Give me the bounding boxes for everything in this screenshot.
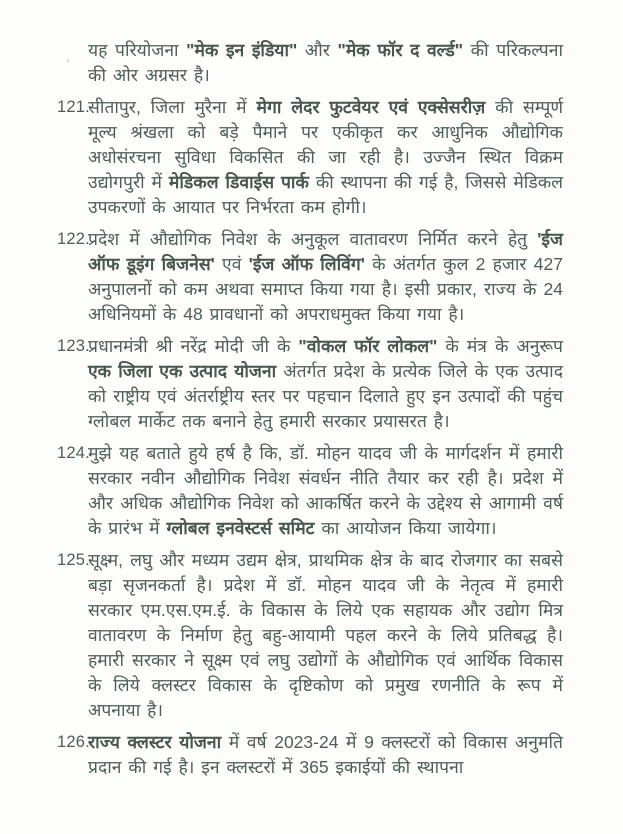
text-segment: के अंतर्गत कुल 2 हजार 427 अनुपालनों को कम अथवा समाप्त किया गया है। इसी प्रकार, राज्य के 24 अधिनियमों के 48 प्रावधानों को अपराधमुक्त किया गया है। — [88, 254, 563, 324]
paragraph-number: 121. — [57, 98, 90, 116]
bold-text-segment: मेडिकल डिवाईस पार्क — [168, 172, 309, 192]
paragraph-text — [88, 95, 563, 220]
text-segment: का आयोजन किया जायेगा। — [314, 518, 497, 538]
paragraph-text — [88, 38, 563, 88]
text-segment: की सम्पूर्ण मूल्य श्रंखला को बड़े पैमाने पर एकीकृत कर आधुनिक औद्योगिक अधोसंरचना सुविधा विकसित की जा रही है। उज्जैन स्थित विक्रम उद्योगपुरी में — [88, 97, 563, 192]
paragraph — [57, 730, 563, 780]
text-segment: के मंत्र के अनुरूप — [437, 336, 563, 356]
text-segment: यह परियोजना — [88, 40, 187, 60]
text-segment: सूक्ष्म, लघु और मध्यम उद्यम क्षेत्र, प्राथमिक क्षेत्र के बाद रोजगार का सबसे बड़ा सृजनकर्ता है। प्रदेश में डॉ. मोहन यादव जी के नेतृत्व में हमारी सरकार एम.एस.एम.ई. के विकास के लिये एक सहायक और उद्योग मित्र वातावरण के निर्माण हेतु बहु-आयामी पहल करने के लिये प्रतिबद्ध है। हमारी सरकार ने सूक्ष्म एवं लघु उद्योगों के औद्योगिक एवं आर्थिक विकास के लिये क्लस्टर विकास के दृष्टिकोण को प्रमुख रणनीति के रूप में अपनाया है। — [88, 550, 563, 720]
paragraph-text — [88, 334, 563, 434]
paragraph — [57, 38, 563, 88]
paragraph-number: 123. — [57, 337, 90, 355]
text-segment: में वर्ष 2023-24 में 9 क्लस्टरों को विकास अनुमति प्रदान की गई है। इन क्लस्टरों में 365 इकाईयों की स्थापना — [88, 732, 563, 777]
text-segment: मुझे यह बताते हुये हर्ष है कि, डॉ. मोहन यादव जी के मार्गदर्शन में हमारी सरकार नवीन औद्योगिक निवेश संवर्धन नीति तैयार कर रही है। प्रदेश में और अधिक औद्योगिक निवेश को आकर्षित करने के उद्देश्य से आगामी वर्ष के प्रारंभ में — [88, 443, 563, 538]
bold-text-segment: मेगा लेदर फुटवेयर एवं एक्सेसरीज़ — [256, 97, 486, 117]
paragraph-text — [88, 548, 563, 723]
bold-text-segment: एक जिला एक उत्पाद योजना — [88, 361, 277, 381]
paragraph — [57, 334, 563, 434]
paragraph-text — [88, 227, 563, 327]
bold-text-segment: "वोकल फॉर लोकल" — [298, 336, 438, 356]
paragraph-number: 122. — [57, 230, 90, 248]
text-segment: अंतर्गत प्रदेश के प्रत्येक जिले के एक उत्पाद को राष्ट्रीय एवं अंतर्राष्ट्रीय स्तर पर पहचान दिलाते हुए इन उत्पादों की पहुंच ग्लोबल मार्केट तक बनाने हेतु हमारी सरकार प्रयासरत है। — [88, 361, 563, 431]
paragraph-number: 126. — [57, 733, 90, 751]
text-segment: एवं — [214, 254, 249, 274]
paragraph — [57, 548, 563, 723]
paragraph-list — [57, 38, 563, 780]
text-segment: सीतापुर, जिला मुरैना में — [88, 97, 257, 117]
paragraph — [57, 441, 563, 541]
text-segment: की परिकल्पना की ओर अग्रसर है। — [88, 40, 563, 85]
paragraph-text — [88, 730, 563, 780]
paragraph-text — [88, 441, 563, 541]
bold-text-segment: 'ईज ऑफ लिविंग' — [248, 254, 365, 274]
bold-text-segment: राज्य क्लस्टर योजना — [88, 732, 222, 752]
bold-text-segment: 'ईज ऑफ डूइंग बिजनेस' — [88, 229, 563, 274]
paragraph-number: 125. — [57, 551, 90, 569]
paragraph-number: 124. — [57, 444, 90, 462]
bold-text-segment: "मेक इन इंडिया" — [186, 40, 298, 60]
text-segment: प्रधानमंत्री श्री नरेंद्र मोदी जी के — [88, 336, 299, 356]
text-segment: की स्थापना की गई है, जिससे मेडिकल उपकरणों के आयात पर निर्भरता कम होगी। — [88, 172, 564, 217]
paragraph — [57, 227, 563, 327]
scan-artifact-mark: , — [66, 48, 70, 64]
text-segment: प्रदेश में औद्योगिक निवेश के अनुकूल वातावरण निर्मित करने हेतु — [88, 229, 538, 249]
paragraph — [57, 95, 563, 220]
bold-text-segment: ग्लोबल इनवेस्टर्स समिट — [166, 518, 315, 538]
bold-text-segment: "मेक फॉर द वर्ल्ड" — [337, 40, 464, 60]
text-segment: और — [297, 40, 338, 60]
